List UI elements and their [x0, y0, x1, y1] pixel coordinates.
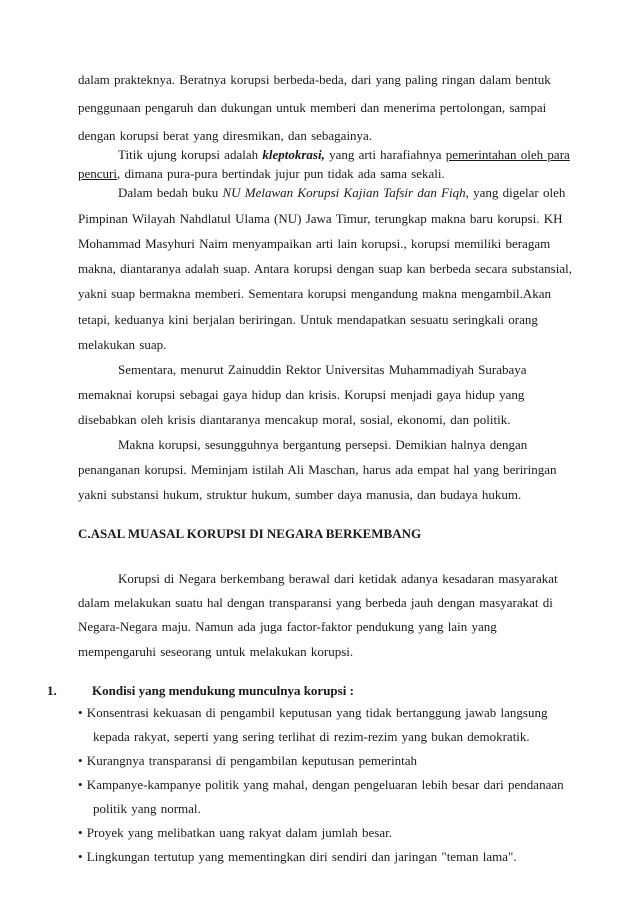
text-run: , yang digelar oleh — [465, 185, 566, 200]
paragraph-line — [118, 185, 565, 201]
section-heading: C.ASAL MUASAL KORUPSI DI NEGARA BERKEMBANG — [78, 526, 422, 541]
bullet-item: • Kampanye-kampanye politik yang mahal, dengan pengeluaran lebih besar dari pendanaan — [78, 777, 564, 792]
paragraph-line: Mohammad Masyhuri Naim menyampaikan arti lain korupsi., korupsi memiliki beragam — [78, 236, 551, 251]
paragraph-line: Pimpinan Wilayah Nahdlatul Ulama (NU) Jawa Timur, terungkap makna baru korupsi. KH — [78, 211, 563, 226]
paragraph-line: Negara-Negara maju. Namun ada juga factor-faktor pendukung yang lain yang — [78, 619, 497, 634]
paragraph-line: makna, diantaranya adalah suap. Antara korupsi dengan suap kan berbeda secara substansial, — [78, 261, 572, 276]
paragraph-line: dalam melakukan suatu hal dengan transparansi yang berbeda jauh dengan masyarakat di — [78, 595, 553, 610]
text-run: yang arti harafiahnya — [324, 147, 446, 162]
numbered-heading: Kondisi yang mendukung munculnya korupsi : — [92, 683, 354, 698]
text-run: , dimana pura-pura bertindak jujur pun tidak ada sama sekali. — [116, 166, 445, 181]
bullet-item-continuation: kepada rakyat, seperti yang sering terlihat di rezim-rezim yang bukan demokratik. — [93, 729, 530, 744]
paragraph-line: dengan korupsi berat yang diresmikan, dan sebagainya. — [78, 128, 373, 143]
paragraph-line: melakukan suap. — [78, 337, 167, 352]
paragraph-line: Sementara, menurut Zainuddin Rektor Universitas Muhammadiyah Surabaya — [118, 362, 527, 377]
paragraph-line: yakni suap bermakna memberi. Sementara korupsi mengandung makna mengambil.Akan — [78, 286, 551, 301]
paragraph-line — [78, 166, 445, 182]
paragraph-line: Korupsi di Negara berkembang berawal dari ketidak adanya kesadaran masyarakat — [118, 571, 558, 586]
book-title: NU Melawan Korupsi Kajian Tafsir dan Fiqh — [222, 185, 466, 200]
bullet-item-continuation: politik yang normal. — [93, 801, 201, 816]
paragraph-line: mempengaruhi seseorang untuk melakukan korupsi. — [78, 644, 354, 659]
paragraph-line — [118, 147, 570, 163]
text-run: Titik ujung korupsi adalah — [118, 147, 263, 162]
underlined-word: pencuri — [78, 166, 117, 181]
paragraph-line: penanganan korupsi. Meminjam istilah Ali Maschan, harus ada empat hal yang beriringan — [78, 462, 557, 477]
bullet-item: • Lingkungan tertutup yang mementingkan diri sendiri dan jaringan "teman lama". — [78, 849, 517, 864]
paragraph-line: dalam prakteknya. Beratnya korupsi berbeda-beda, dari yang paling ringan dalam bentuk — [78, 72, 551, 87]
underlined-phrase: pemerintahan oleh para — [445, 147, 570, 162]
paragraph-line: memaknai korupsi sebagai gaya hidup dan krisis. Korupsi menjadi gaya hidup yang — [78, 387, 525, 402]
kleptokrasi-term: kleptokrasi, — [262, 147, 325, 162]
paragraph-line: penggunaan pengaruh dan dukungan untuk memberi dan menerima pertolongan, sampai — [78, 100, 547, 115]
bullet-item: • Konsentrasi kekuasan di pengambil keputusan yang tidak bertanggung jawab langsung — [78, 705, 548, 720]
bullet-item: • Kurangnya transparansi di pengambilan keputusan pemerintah — [78, 753, 418, 768]
bullet-item: • Proyek yang melibatkan uang rakyat dalam jumlah besar. — [78, 825, 392, 840]
paragraph-line: disebabkan oleh krisis diantaranya mencakup moral, sosial, ekonomi, dan politik. — [78, 412, 511, 427]
paragraph-line: Makna korupsi, sesungguhnya bergantung persepsi. Demikian halnya dengan — [118, 437, 528, 452]
list-number: 1. — [47, 683, 57, 698]
text-run: Dalam bedah buku — [118, 185, 223, 200]
paragraph-line: yakni substansi hukum, struktur hukum, sumber daya manusia, dan budaya hukum. — [78, 487, 522, 502]
paragraph-line: tetapi, keduanya kini berjalan beriringan. Untuk mendapatkan sesuatu seringkali orang — [78, 312, 538, 327]
